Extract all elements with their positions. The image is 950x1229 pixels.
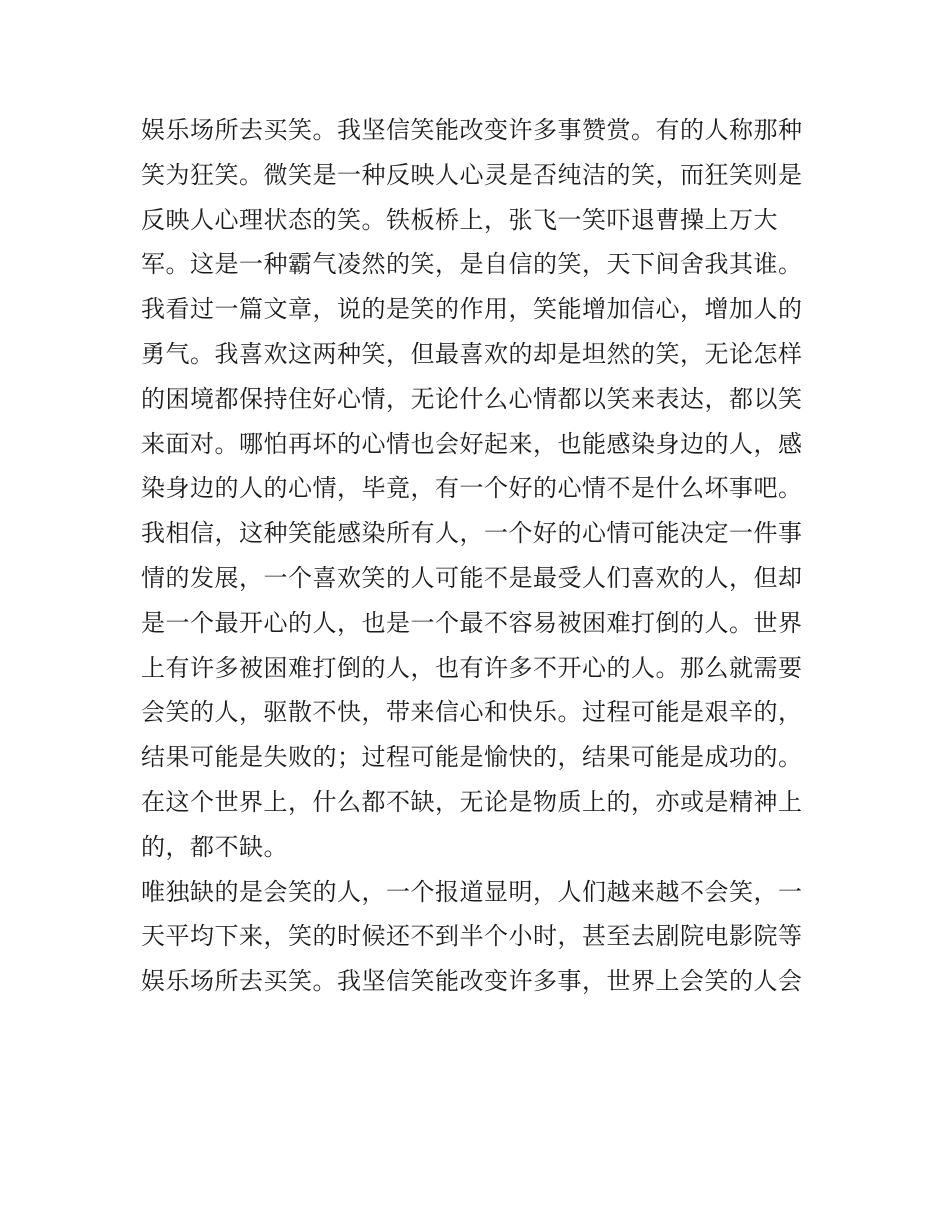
text-line: 是一个最开心的人，也是一个最不容易被困难打倒的人。世界 — [141, 608, 803, 637]
text-line: 会笑的人，驱散不快，带来信心和快乐。过程可能是艰辛的， — [141, 698, 803, 727]
text-line: 情的发展，一个喜欢笑的人可能不是最受人们喜欢的人，但却 — [141, 563, 803, 592]
text-line: 的，都不缺。 — [141, 832, 288, 861]
text-line: 勇气。我喜欢这两种笑，但最喜欢的却是坦然的笑，无论怎样 — [141, 339, 803, 368]
text-line: 笑为狂笑。微笑是一种反映人心灵是否纯洁的笑，而狂笑则是 — [141, 160, 803, 189]
text-line: 来面对。哪怕再坏的心情也会好起来，也能感染身边的人，感 — [141, 429, 803, 458]
text-line: 唯独缺的是会笑的人，一个报道显明，人们越来越不会笑，一 — [141, 877, 803, 906]
text-line: 天平均下来，笑的时候还不到半个小时，甚至去剧院电影院等 — [141, 922, 803, 951]
text-line: 反映人心理状态的笑。铁板桥上，张飞一笑吓退曹操上万大 — [141, 205, 778, 234]
text-line: 娱乐场所去买笑。我坚信笑能改变许多事，世界上会笑的人会 — [141, 967, 803, 996]
text-line: 上有许多被困难打倒的人，也有许多不开心的人。那么就需要 — [141, 653, 803, 682]
text-line: 我相信，这种笑能感染所有人，一个好的心情可能决定一件事 — [141, 519, 803, 548]
text-line: 我看过一篇文章，说的是笑的作用，笑能增加信心，增加人的 — [141, 295, 803, 324]
text-line: 娱乐场所去买笑。我坚信笑能改变许多事赞赏。有的人称那种 — [141, 116, 803, 144]
text-line: 在这个世界上，什么都不缺，无论是物质上的，亦或是精神上 — [141, 787, 803, 816]
text-line: 染身边的人的心情，毕竟，有一个好的心情不是什么坏事吧。 — [141, 474, 803, 503]
text-line: 结果可能是失败的；过程可能是愉快的，结果可能是成功的。 — [141, 743, 803, 772]
body-text — [141, 108, 821, 1004]
text-line: 军。这是一种霸气凌然的笑，是自信的笑，天下间舍我其谁。 — [141, 250, 803, 279]
text-line: 的困境都保持住好心情，无论什么心情都以笑来表达，都以笑 — [141, 384, 803, 413]
